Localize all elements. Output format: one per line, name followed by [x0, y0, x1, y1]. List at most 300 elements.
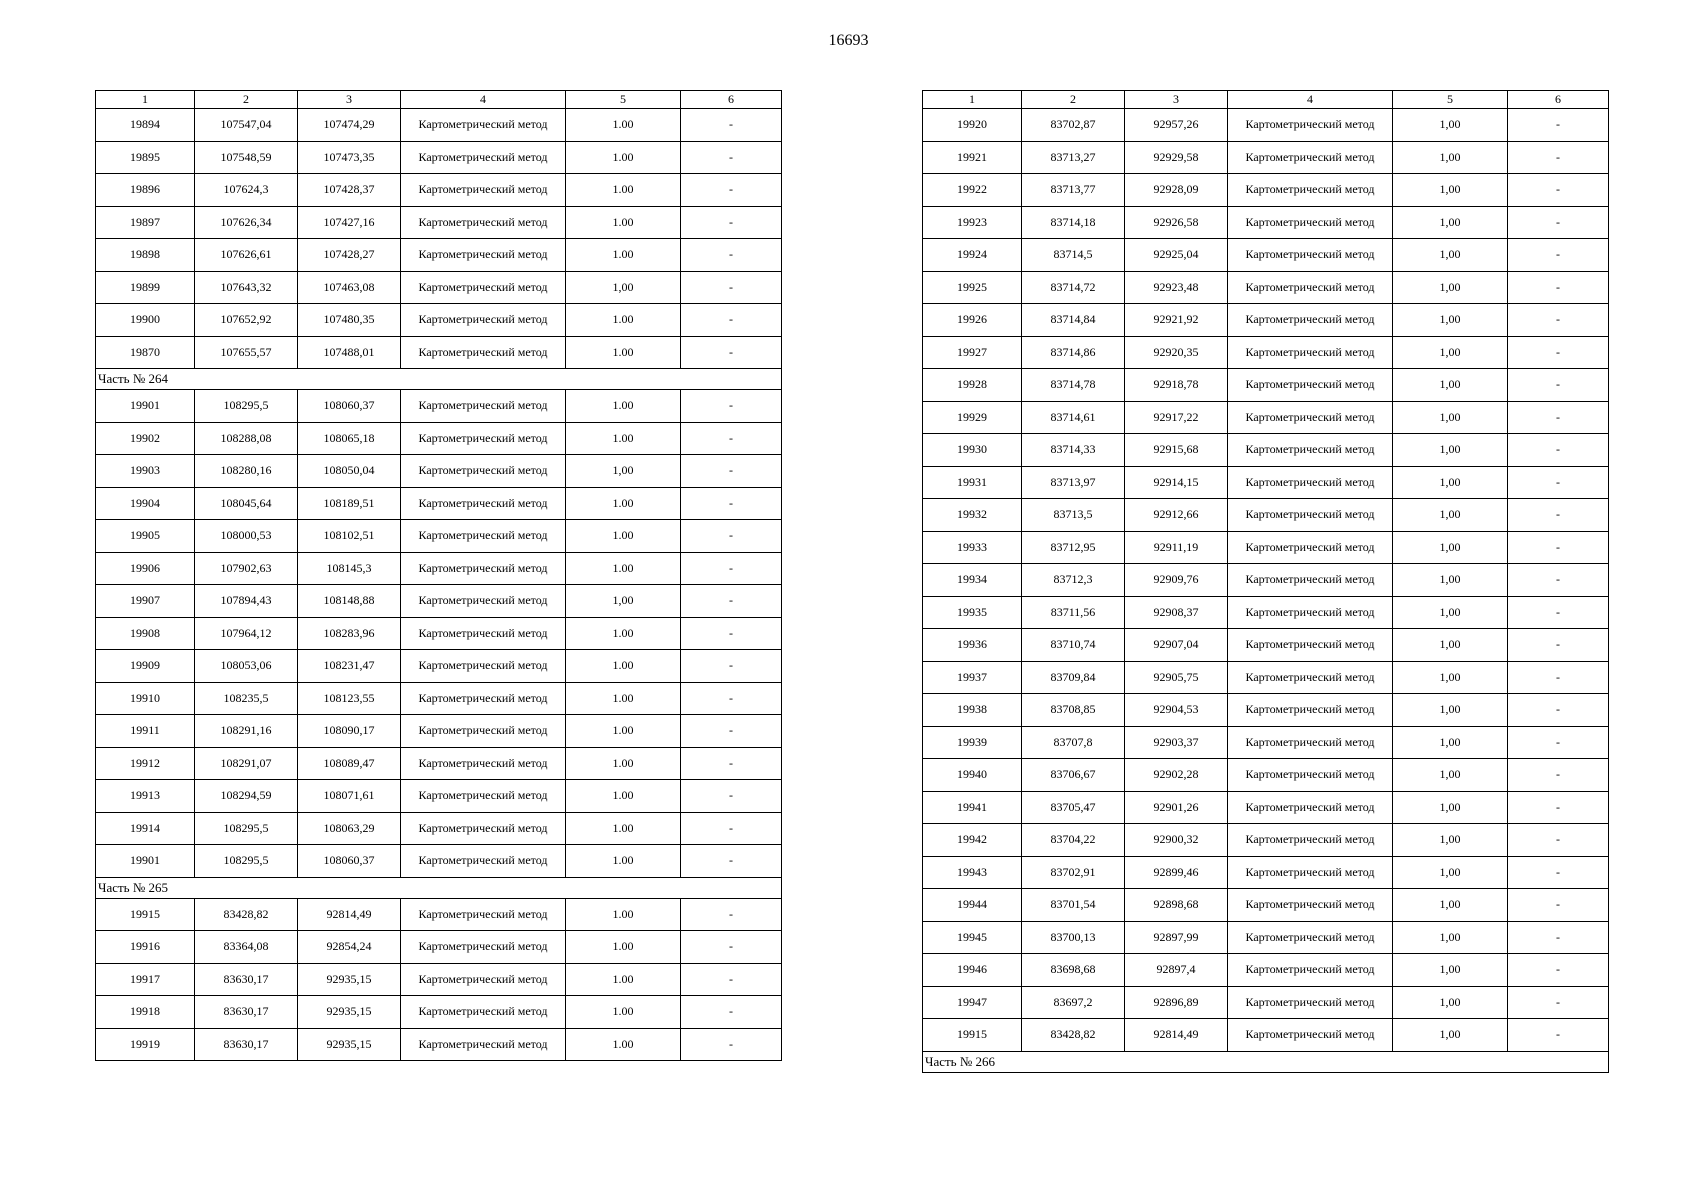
table-cell: 19945 — [923, 921, 1022, 954]
table-cell: - — [681, 304, 782, 337]
table-header-row — [96, 91, 782, 109]
table-cell: 107894,43 — [195, 585, 298, 618]
table-cell: 1,00 — [1393, 369, 1508, 402]
column-header: 5 — [1393, 91, 1508, 109]
table-cell: 19926 — [923, 304, 1022, 337]
table-cell: 1.00 — [566, 239, 681, 272]
table-row — [96, 931, 782, 964]
table-row — [923, 369, 1609, 402]
table-cell: 83713,77 — [1022, 174, 1125, 207]
section-label: Часть № 266 — [923, 1051, 1609, 1072]
table-cell: 19941 — [923, 791, 1022, 824]
column-header: 2 — [195, 91, 298, 109]
table-cell: 19930 — [923, 434, 1022, 467]
table-cell: Картометрический метод — [1228, 564, 1393, 597]
table-cell: 1,00 — [1393, 759, 1508, 792]
table-row — [923, 336, 1609, 369]
table-cell: Картометрический метод — [401, 422, 566, 455]
table-cell: 1.00 — [566, 812, 681, 845]
table-cell: 19922 — [923, 174, 1022, 207]
table-cell: - — [681, 109, 782, 142]
table-cell: 92925,04 — [1125, 239, 1228, 272]
table-cell: - — [681, 1028, 782, 1061]
table-cell: 108189,51 — [298, 487, 401, 520]
table-cell: Картометрический метод — [401, 390, 566, 423]
table-cell: Картометрический метод — [1228, 206, 1393, 239]
table-row — [96, 206, 782, 239]
table-cell: - — [1508, 271, 1609, 304]
table-cell: 1.00 — [566, 422, 681, 455]
table-cell: 92935,15 — [298, 996, 401, 1029]
table-cell: - — [1508, 889, 1609, 922]
table-cell: 83713,97 — [1022, 466, 1125, 499]
table-cell: Картометрический метод — [1228, 369, 1393, 402]
table-cell: 1,00 — [1393, 921, 1508, 954]
table-cell: 92914,15 — [1125, 466, 1228, 499]
table-cell: Картометрический метод — [401, 174, 566, 207]
table-cell: - — [1508, 239, 1609, 272]
table-cell: Картометрический метод — [1228, 141, 1393, 174]
table-cell: 83714,78 — [1022, 369, 1125, 402]
table-cell: 108280,16 — [195, 455, 298, 488]
table-cell: 92900,32 — [1125, 824, 1228, 857]
table-cell: 19914 — [96, 812, 195, 845]
table-cell: 108148,88 — [298, 585, 401, 618]
table-row — [923, 694, 1609, 727]
table-cell: - — [1508, 401, 1609, 434]
table-cell: 19937 — [923, 661, 1022, 694]
table-cell: 108294,59 — [195, 780, 298, 813]
table-cell: 19905 — [96, 520, 195, 553]
table-cell: 19924 — [923, 239, 1022, 272]
table-cell: - — [1508, 824, 1609, 857]
table-cell: - — [681, 617, 782, 650]
table-cell: 83714,84 — [1022, 304, 1125, 337]
table-cell: 1,00 — [1393, 726, 1508, 759]
table-cell: 108231,47 — [298, 650, 401, 683]
table-cell: Картометрический метод — [1228, 856, 1393, 889]
table-cell: 1,00 — [1393, 401, 1508, 434]
table-cell: 92898,68 — [1125, 889, 1228, 922]
table-cell: 1,00 — [1393, 141, 1508, 174]
table-cell: 108145,3 — [298, 552, 401, 585]
table-cell: 1,00 — [1393, 304, 1508, 337]
table-cell: 1.00 — [566, 898, 681, 931]
table-cell: 1,00 — [1393, 466, 1508, 499]
table-cell: 19895 — [96, 141, 195, 174]
table-cell: 108045,64 — [195, 487, 298, 520]
table-cell: 19899 — [96, 271, 195, 304]
table-cell: 19901 — [96, 390, 195, 423]
table-cell: 108071,61 — [298, 780, 401, 813]
table-row — [923, 499, 1609, 532]
table-cell: 107626,61 — [195, 239, 298, 272]
table-cell: - — [681, 520, 782, 553]
table-cell: 1,00 — [566, 455, 681, 488]
column-header: 4 — [1228, 91, 1393, 109]
table-cell: 108235,5 — [195, 682, 298, 715]
table-cell: Картометрический метод — [401, 747, 566, 780]
table-cell: 19870 — [96, 336, 195, 369]
table-cell: - — [681, 585, 782, 618]
table-cell: 83711,56 — [1022, 596, 1125, 629]
table-cell: 19943 — [923, 856, 1022, 889]
table-cell: 92896,89 — [1125, 986, 1228, 1019]
table-cell: 108295,5 — [195, 390, 298, 423]
table-row — [96, 487, 782, 520]
table-cell: 1.00 — [566, 963, 681, 996]
table-cell: 1.00 — [566, 996, 681, 1029]
table-cell: 107463,08 — [298, 271, 401, 304]
table-cell: - — [681, 390, 782, 423]
table-cell: - — [1508, 304, 1609, 337]
table-cell: 92901,26 — [1125, 791, 1228, 824]
table-cell: 19908 — [96, 617, 195, 650]
table-cell: 1.00 — [566, 304, 681, 337]
table-cell: 19915 — [923, 1019, 1022, 1052]
table-cell: 83712,3 — [1022, 564, 1125, 597]
table-cell: - — [1508, 564, 1609, 597]
table-cell: Картометрический метод — [1228, 726, 1393, 759]
table-cell: Картометрический метод — [401, 617, 566, 650]
table-cell: 1,00 — [1393, 531, 1508, 564]
table-cell: - — [681, 715, 782, 748]
table-cell: 107474,29 — [298, 109, 401, 142]
table-row — [96, 109, 782, 142]
table-cell: 83714,86 — [1022, 336, 1125, 369]
table-cell: 19944 — [923, 889, 1022, 922]
table-row — [923, 596, 1609, 629]
section-label: Часть № 264 — [96, 369, 782, 390]
table-cell: - — [1508, 336, 1609, 369]
table-cell: 1,00 — [1393, 824, 1508, 857]
table-cell: - — [1508, 466, 1609, 499]
table-cell: 83697,2 — [1022, 986, 1125, 1019]
table-cell: 1.00 — [566, 336, 681, 369]
table-cell: 19896 — [96, 174, 195, 207]
table-cell: 19901 — [96, 845, 195, 878]
table-cell: 1,00 — [1393, 499, 1508, 532]
table-cell: Картометрический метод — [1228, 174, 1393, 207]
table-cell: 107428,37 — [298, 174, 401, 207]
table-cell: 107624,3 — [195, 174, 298, 207]
table-cell: Картометрический метод — [401, 455, 566, 488]
table-cell: 19921 — [923, 141, 1022, 174]
table-row — [96, 552, 782, 585]
table-cell: 107655,57 — [195, 336, 298, 369]
table-cell: - — [681, 271, 782, 304]
table-cell: 92917,22 — [1125, 401, 1228, 434]
column-header: 5 — [566, 91, 681, 109]
table-cell: - — [1508, 661, 1609, 694]
table-cell: Картометрический метод — [401, 520, 566, 553]
table-cell: 92912,66 — [1125, 499, 1228, 532]
table-row — [923, 921, 1609, 954]
table-row — [923, 141, 1609, 174]
table-cell: Картометрический метод — [401, 109, 566, 142]
table-cell: 19942 — [923, 824, 1022, 857]
table-cell: - — [681, 747, 782, 780]
table-row — [96, 898, 782, 931]
table-cell: - — [1508, 791, 1609, 824]
column-header: 3 — [298, 91, 401, 109]
table-cell: 1,00 — [1393, 596, 1508, 629]
table-row — [923, 759, 1609, 792]
table-cell: - — [1508, 141, 1609, 174]
table-cell: - — [681, 174, 782, 207]
table-cell: 92920,35 — [1125, 336, 1228, 369]
table-cell: 19916 — [96, 931, 195, 964]
table-cell: - — [681, 898, 782, 931]
table-cell: 1.00 — [566, 487, 681, 520]
table-cell: 83714,18 — [1022, 206, 1125, 239]
table-row — [923, 206, 1609, 239]
table-cell: 19917 — [96, 963, 195, 996]
table-cell: Картометрический метод — [1228, 466, 1393, 499]
table-cell: 19910 — [96, 682, 195, 715]
table-cell: Картометрический метод — [1228, 661, 1393, 694]
table-cell: 19931 — [923, 466, 1022, 499]
section-row — [96, 877, 782, 898]
table-cell: 108283,96 — [298, 617, 401, 650]
table-row — [923, 856, 1609, 889]
table-row — [96, 963, 782, 996]
table-cell: Картометрический метод — [401, 552, 566, 585]
table-cell: 83713,27 — [1022, 141, 1125, 174]
table-cell: - — [681, 455, 782, 488]
table-cell: 107480,35 — [298, 304, 401, 337]
table-cell: Картометрический метод — [1228, 824, 1393, 857]
table-cell: 83428,82 — [1022, 1019, 1125, 1052]
table-cell: 19894 — [96, 109, 195, 142]
table-cell: 92905,75 — [1125, 661, 1228, 694]
table-cell: 107626,34 — [195, 206, 298, 239]
table-row — [96, 682, 782, 715]
table-cell: 1.00 — [566, 552, 681, 585]
table-row — [923, 1019, 1609, 1052]
table-cell: 19936 — [923, 629, 1022, 662]
table-row — [96, 585, 782, 618]
table-cell: - — [1508, 174, 1609, 207]
table-cell: 107547,04 — [195, 109, 298, 142]
table-cell: 19923 — [923, 206, 1022, 239]
table-cell: 1,00 — [1393, 791, 1508, 824]
table-row — [96, 996, 782, 1029]
table-row — [96, 390, 782, 423]
table-cell: 1,00 — [1393, 1019, 1508, 1052]
table-cell: 83698,68 — [1022, 954, 1125, 987]
table-cell: 83630,17 — [195, 996, 298, 1029]
table-cell: 19939 — [923, 726, 1022, 759]
table-cell: Картометрический метод — [401, 239, 566, 272]
table-cell: 19909 — [96, 650, 195, 683]
table-cell: 92926,58 — [1125, 206, 1228, 239]
table-cell: Картометрический метод — [401, 996, 566, 1029]
table-row — [923, 109, 1609, 142]
table-cell: 92909,76 — [1125, 564, 1228, 597]
table-row — [923, 531, 1609, 564]
table-cell: 107643,32 — [195, 271, 298, 304]
table-cell: - — [681, 845, 782, 878]
table-cell: 1,00 — [1393, 109, 1508, 142]
table-cell: 92911,19 — [1125, 531, 1228, 564]
table-header-row — [923, 91, 1609, 109]
table-cell: 83710,74 — [1022, 629, 1125, 662]
table-cell: Картометрический метод — [401, 650, 566, 683]
table-cell: 107652,92 — [195, 304, 298, 337]
table-cell: - — [681, 682, 782, 715]
table-cell: 92907,04 — [1125, 629, 1228, 662]
table-cell: 1,00 — [1393, 954, 1508, 987]
table-cell: 19946 — [923, 954, 1022, 987]
table-cell: 19935 — [923, 596, 1022, 629]
table-cell: 1.00 — [566, 617, 681, 650]
table-cell: 1,00 — [1393, 206, 1508, 239]
column-header: 6 — [681, 91, 782, 109]
table-row — [923, 271, 1609, 304]
table-cell: 92897,99 — [1125, 921, 1228, 954]
column-header: 4 — [401, 91, 566, 109]
table-cell: - — [1508, 629, 1609, 662]
table-cell: - — [1508, 434, 1609, 467]
section-label: Часть № 265 — [96, 877, 782, 898]
table-cell: 92928,09 — [1125, 174, 1228, 207]
table-cell: 1,00 — [1393, 661, 1508, 694]
table-cell: 19907 — [96, 585, 195, 618]
table-cell: - — [681, 780, 782, 813]
table-cell: 108060,37 — [298, 845, 401, 878]
table-cell: 1.00 — [566, 931, 681, 964]
table-cell: Картометрический метод — [401, 682, 566, 715]
table-cell: - — [681, 141, 782, 174]
table-cell: 83701,54 — [1022, 889, 1125, 922]
table-row — [96, 304, 782, 337]
table-cell: Картометрический метод — [401, 963, 566, 996]
table-cell: 107902,63 — [195, 552, 298, 585]
table-cell: Картометрический метод — [1228, 336, 1393, 369]
section-row — [923, 1051, 1609, 1072]
table-cell: - — [681, 206, 782, 239]
table-cell: 108291,16 — [195, 715, 298, 748]
table-cell: 107964,12 — [195, 617, 298, 650]
table-cell: 92897,4 — [1125, 954, 1228, 987]
table-row — [96, 422, 782, 455]
table-cell: 108065,18 — [298, 422, 401, 455]
table-cell: 1,00 — [1393, 336, 1508, 369]
table-cell: 19900 — [96, 304, 195, 337]
table-cell: 108295,5 — [195, 845, 298, 878]
table-row — [923, 629, 1609, 662]
table-cell: 92814,49 — [298, 898, 401, 931]
table-cell: 19915 — [96, 898, 195, 931]
table-cell: 1.00 — [566, 650, 681, 683]
table-cell: Картометрический метод — [1228, 239, 1393, 272]
table-cell: 83714,33 — [1022, 434, 1125, 467]
table-cell: Картометрический метод — [1228, 629, 1393, 662]
table-cell: Картометрический метод — [1228, 434, 1393, 467]
table-cell: 1.00 — [566, 141, 681, 174]
coordinates-table-right — [922, 90, 1609, 1073]
table-cell: 1.00 — [566, 845, 681, 878]
table-row — [923, 304, 1609, 337]
table-cell: 83630,17 — [195, 963, 298, 996]
table-cell: 1.00 — [566, 109, 681, 142]
table-cell: 19918 — [96, 996, 195, 1029]
table-cell: 1,00 — [1393, 434, 1508, 467]
table-cell: - — [1508, 369, 1609, 402]
table-cell: Картометрический метод — [1228, 401, 1393, 434]
table-cell: 83709,84 — [1022, 661, 1125, 694]
column-header: 6 — [1508, 91, 1609, 109]
table-row — [923, 824, 1609, 857]
table-row — [96, 780, 782, 813]
table-cell: - — [1508, 954, 1609, 987]
table-cell: Картометрический метод — [401, 487, 566, 520]
table-cell: 108123,55 — [298, 682, 401, 715]
table-cell: 108291,07 — [195, 747, 298, 780]
table-cell: 83705,47 — [1022, 791, 1125, 824]
table-cell: 83630,17 — [195, 1028, 298, 1061]
table-cell: 92904,53 — [1125, 694, 1228, 727]
table-cell: 83428,82 — [195, 898, 298, 931]
table-cell: Картометрический метод — [1228, 531, 1393, 564]
table-cell: 1,00 — [1393, 239, 1508, 272]
table-cell: 83714,72 — [1022, 271, 1125, 304]
table-cell: Картометрический метод — [1228, 694, 1393, 727]
table-cell: 92935,15 — [298, 963, 401, 996]
table-row — [96, 747, 782, 780]
table-cell: 1,00 — [1393, 174, 1508, 207]
coordinates-table-left — [95, 90, 782, 1061]
table-cell: Картометрический метод — [1228, 499, 1393, 532]
table-cell: 92908,37 — [1125, 596, 1228, 629]
table-cell: 1.00 — [566, 780, 681, 813]
table-cell: 92923,48 — [1125, 271, 1228, 304]
table-cell: 1,00 — [566, 585, 681, 618]
table-cell: - — [1508, 1019, 1609, 1052]
table-cell: Картометрический метод — [401, 780, 566, 813]
table-row — [96, 715, 782, 748]
table-cell: 83714,61 — [1022, 401, 1125, 434]
table-cell: 19903 — [96, 455, 195, 488]
table-cell: 1,00 — [1393, 629, 1508, 662]
table-cell: - — [1508, 759, 1609, 792]
table-row — [923, 726, 1609, 759]
table-cell: Картометрический метод — [401, 898, 566, 931]
table-cell: 92854,24 — [298, 931, 401, 964]
table-row — [96, 141, 782, 174]
table-cell: 1.00 — [566, 682, 681, 715]
table-cell: 92903,37 — [1125, 726, 1228, 759]
table-row — [923, 954, 1609, 987]
table-cell: - — [1508, 499, 1609, 532]
table-cell: 1,00 — [1393, 694, 1508, 727]
table-cell: 92899,46 — [1125, 856, 1228, 889]
table-cell: Картометрический метод — [401, 1028, 566, 1061]
table-cell: 83364,08 — [195, 931, 298, 964]
table-cell: - — [681, 931, 782, 964]
table-cell: Картометрический метод — [401, 206, 566, 239]
table-cell: 1,00 — [1393, 889, 1508, 922]
table-row — [96, 174, 782, 207]
table-cell: - — [681, 996, 782, 1029]
table-cell: 1.00 — [566, 747, 681, 780]
table-cell: 19938 — [923, 694, 1022, 727]
column-header: 3 — [1125, 91, 1228, 109]
table-cell: 83704,22 — [1022, 824, 1125, 857]
table-cell: - — [1508, 694, 1609, 727]
table-row — [96, 845, 782, 878]
